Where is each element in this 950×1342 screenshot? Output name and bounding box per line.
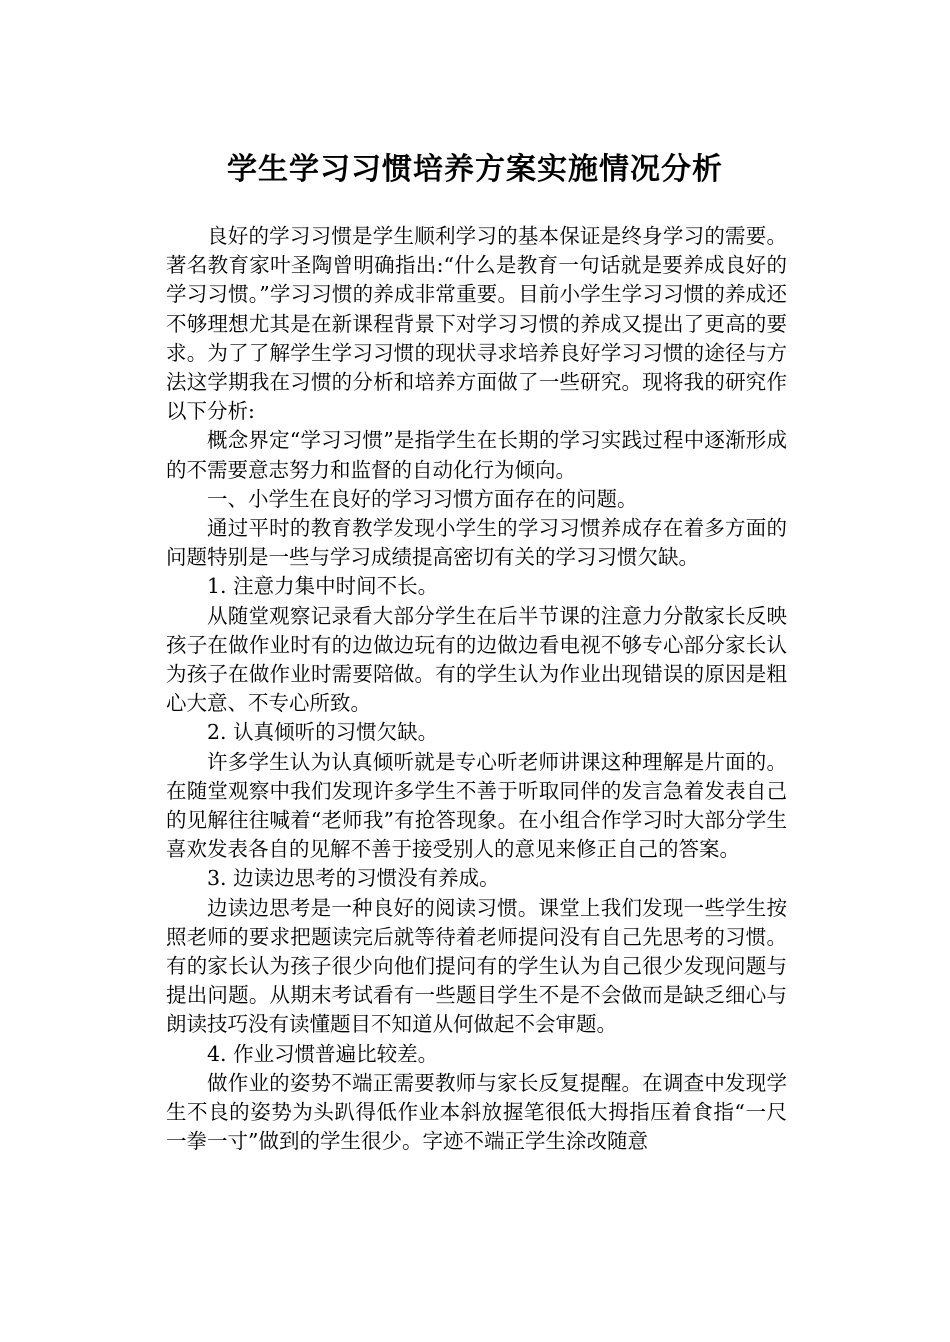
document-title: 学生学习习惯培养方案实施情况分析: [227, 152, 723, 187]
paragraph: 从随堂观察记录看大部分学生在后半节课的注意力分散家长反映孩子在做作业时有的边做边玩有的边做边看电视不够专心部分家长认为孩子在做作业时需要陪做。有的学生认为作业出现错误的原因是粗心大意、不专心所致。: [166, 603, 787, 716]
paragraph: 许多学生认为认真倾听就是专心听老师讲课这种理解是片面的。在随堂观察中我们发现许多学生不善于听取同伴的发言急着发表自己的见解往往喊着“老师我”有抢答现象。在小组合作学习时大部分学生喜欢发表各自的见解不善于接受别人的意见来修正自己的答案。: [166, 749, 787, 862]
subheading: 2. 认真倾听的习惯欠缺。: [207, 720, 439, 745]
paragraph: 概念界定“学习习惯”是指学生在长期的学习实践过程中逐渐形成的不需要意志努力和监督的自动化行为倾向。: [166, 428, 787, 482]
section-heading: 一、小学生在良好的学习习惯方面存在的问题。: [207, 486, 638, 511]
paragraph: 良好的学习习惯是学生顺利学习的基本保证是终身学习的需要。著名教育家叶圣陶曾明确指出:“什么是教育一句话就是要养成良好的学习习惯。”学习习惯的养成非常重要。目前小学生学习习惯的养成还不够理想尤其是在新课程背景下对学习习惯的养成又提出了更高的要求。为了了解学生学习习惯的现状寻求培养良好学习习惯的途径与方法这学期我在习惯的分析和培养方面做了一些研究。现将我的研究作以下分析:: [166, 224, 787, 424]
subheading: 3. 边读边思考的习惯没有养成。: [207, 866, 500, 891]
subheading: 4. 作业习惯普遍比较差。: [207, 1041, 439, 1066]
subheading: 1. 注意力集中时间不长。: [207, 574, 439, 599]
paragraph: 边读边思考是一种良好的阅读习惯。课堂上我们发现一些学生按照老师的要求把题读完后就等待着老师提问没有自己先思考的习惯。有的家长认为孩子很少向他们提问有的学生认为自己很少发现问题与提出问题。从期末考试看有一些题目学生不是不会做而是缺乏细心与朗读技巧没有读懂题目不知道从何做起不会审题。: [166, 895, 787, 1037]
paragraph: 做作业的姿势不端正需要教师与家长反复提醒。在调查中发现学生不良的姿势为头趴得低作业本斜放握笔很低大拇指压着食指“一尺一拳一寸”做到的学生很少。字迹不端正学生涂改随意: [166, 1070, 787, 1154]
document-body: [166, 222, 787, 1157]
paragraph: 通过平时的教育教学发现小学生的学习习惯养成存在着多方面的问题特别是一些与学习成绩提高密切有关的学习习惯欠缺。: [166, 516, 787, 570]
